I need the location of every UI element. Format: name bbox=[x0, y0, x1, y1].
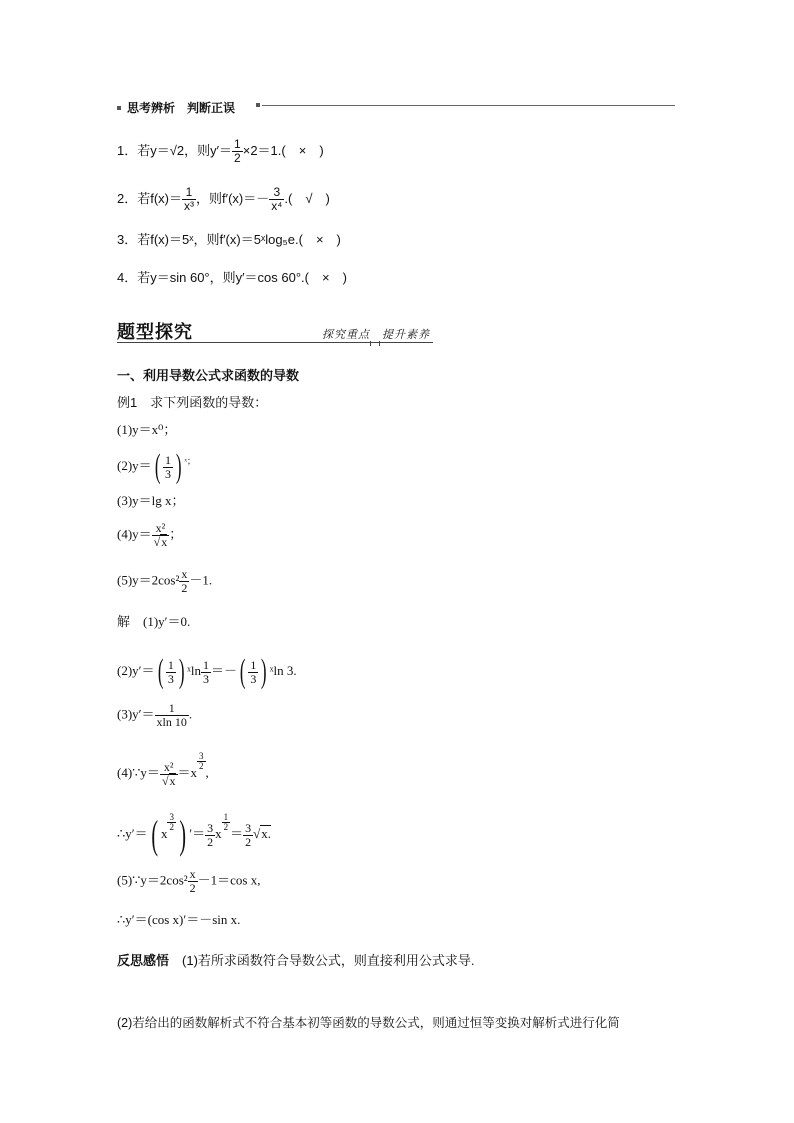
solution-4-num: x² bbox=[163, 759, 174, 774]
solution-2-fraction-3 bbox=[248, 659, 258, 686]
solution-2-post: ˣln 3. bbox=[269, 662, 297, 678]
left-paren: ( bbox=[150, 812, 158, 858]
section-tag: 探究重点 提升素养 bbox=[322, 329, 430, 341]
exp-num: 3 bbox=[199, 751, 204, 761]
solution-3-num: 1 bbox=[168, 701, 175, 715]
solution-3-den: xln 10 bbox=[156, 715, 187, 729]
right-paren: ) bbox=[175, 448, 182, 485]
solution-4-den: √x bbox=[161, 773, 176, 788]
problem-5-num: x bbox=[181, 567, 188, 581]
item-1-fraction bbox=[232, 138, 243, 165]
problem-4-num: x² bbox=[155, 521, 166, 535]
solution-3-pre: (3)y′＝ bbox=[117, 706, 155, 722]
square-bullet-icon bbox=[117, 106, 121, 110]
problem-4-fraction bbox=[152, 522, 170, 549]
right-paren: ) bbox=[178, 653, 185, 690]
right-paren: ) bbox=[261, 653, 267, 690]
solution-2-num-1: 1 bbox=[167, 657, 174, 672]
solution-5-post: －1＝cos x, bbox=[197, 872, 261, 888]
solution-2-fraction-2 bbox=[201, 659, 211, 686]
exp-num: 3 bbox=[169, 812, 174, 822]
reflection-r1: (1)若所求函数符合导数公式，则直接利用公式求导. bbox=[182, 953, 475, 968]
item-4-pre: 4．若 bbox=[117, 270, 151, 285]
item-1-pre: 1．若 bbox=[117, 142, 151, 158]
frac-den: 2 bbox=[207, 834, 214, 849]
reflection-label: 反思感悟 bbox=[117, 953, 170, 968]
frac-num: x bbox=[189, 867, 196, 881]
solution-2-pre: (2)y′＝ bbox=[117, 662, 155, 678]
reflection-1 bbox=[117, 953, 475, 969]
section-header-text: 思考辨析 判断正误 bbox=[127, 101, 236, 115]
solution-2 bbox=[117, 653, 297, 690]
section-divider bbox=[262, 105, 675, 106]
problem-3: (3)y＝lg x； bbox=[117, 493, 185, 508]
item-2-den-1: x³ bbox=[184, 199, 195, 213]
solution-3-post: . bbox=[188, 706, 193, 722]
exp-den: 2 bbox=[223, 822, 229, 832]
item-2-mid: ，则f′(x)＝－ bbox=[196, 190, 270, 206]
solution-4-post: , bbox=[205, 765, 209, 780]
solution-4 bbox=[117, 752, 209, 788]
problem-5-pre: (5)y＝2cos² bbox=[117, 572, 180, 588]
solution-5-pre: (5)∵y＝2cos² bbox=[117, 872, 188, 888]
problem-2-fraction bbox=[163, 454, 173, 481]
section-header bbox=[117, 99, 235, 116]
subheading: 一、利用导数公式求函数的导数 bbox=[117, 368, 300, 383]
problem-2-post: ˣ； bbox=[184, 455, 196, 466]
solution-5-fraction bbox=[188, 868, 198, 895]
item-2-fraction-2 bbox=[269, 186, 284, 213]
item-2-eq: f(x)＝ bbox=[150, 190, 183, 206]
reflection-2: (2)若给出的函数解析式不符合基本初等函数的导数公式，则通过恒等变换对解析式进行化简 bbox=[117, 1016, 620, 1030]
problem-2-pre: (2)y＝ bbox=[117, 457, 152, 473]
problem-4-pre: (4)y＝ bbox=[117, 526, 152, 542]
solution-2-den-3: 3 bbox=[250, 671, 257, 686]
solution-4-mid: ＝x bbox=[177, 765, 198, 780]
judge-item-4 bbox=[117, 270, 347, 286]
judge-item-3 bbox=[117, 232, 341, 248]
section-title-rule bbox=[117, 342, 433, 343]
item-1-den: 2 bbox=[234, 151, 241, 165]
solution-1: 解 (1)y′＝0. bbox=[117, 614, 191, 629]
item-4-text: y＝sin 60°，则y′＝cos 60°.( × ) bbox=[150, 270, 347, 285]
problem-5-fraction bbox=[179, 568, 189, 595]
item-1-eq: y＝√2，则y′＝ bbox=[150, 142, 233, 158]
solution-4b: ∴y′＝( x $\frac{3}{2}$ ) ′＝ $\frac{3}{2}$ x $\frac{1}{2}$ ＝ $\frac{3}{2}$ √x. bbox=[117, 812, 272, 858]
solution-5b: ∴y′＝(cos x)′＝－sin x. bbox=[117, 912, 241, 927]
problem-2 bbox=[117, 448, 196, 485]
solution-5 bbox=[117, 868, 261, 895]
title-rule-notch bbox=[370, 341, 380, 346]
right-paren: ) bbox=[179, 812, 186, 858]
frac-den: 2 bbox=[245, 834, 252, 849]
solution-4b-fraction-1 bbox=[205, 822, 215, 849]
frac-num: 3 bbox=[207, 820, 214, 835]
problem-2-num: 1 bbox=[165, 452, 171, 467]
solution-3 bbox=[117, 702, 192, 729]
problem-5-den: 2 bbox=[181, 581, 188, 595]
solution-4b-exponent-1 bbox=[167, 813, 176, 832]
exp-num: 1 bbox=[223, 812, 229, 822]
solution-4b-post: x. bbox=[261, 826, 272, 841]
solution-2-mid2: ＝－ bbox=[211, 662, 238, 678]
item-2-post: .( √ ) bbox=[284, 190, 330, 206]
problem-4-post: ； bbox=[169, 526, 183, 542]
item-2-num-2: 3 bbox=[273, 185, 281, 199]
item-3-text: f(x)＝5ˣ，则f′(x)＝5ˣlog₅e.( × ) bbox=[150, 232, 341, 247]
problem-4 bbox=[117, 522, 182, 549]
solution-4b-x: x bbox=[160, 826, 168, 841]
problem-5 bbox=[117, 568, 212, 595]
problem-5-post: －1. bbox=[189, 572, 213, 588]
exp-den: 2 bbox=[169, 822, 174, 832]
solution-4b-exponent-2 bbox=[222, 813, 231, 832]
problem-2-den: 3 bbox=[165, 466, 171, 481]
frac-den: 2 bbox=[189, 881, 196, 895]
example-heading: 例1 求下列函数的导数： bbox=[117, 395, 268, 410]
left-paren: ( bbox=[157, 653, 164, 690]
judge-item-1 bbox=[117, 138, 324, 165]
left-paren: ( bbox=[154, 448, 161, 485]
solution-2-den-1: 3 bbox=[167, 671, 174, 686]
solution-4-pre: (4)∵y＝ bbox=[117, 765, 160, 780]
section-title: 题型探究 bbox=[117, 322, 193, 342]
solution-2-den-2: 3 bbox=[203, 671, 210, 686]
item-2-pre: 2．若 bbox=[117, 190, 151, 206]
solution-2-num-3: 1 bbox=[250, 657, 257, 672]
item-1-post: ×2＝1.( × ) bbox=[242, 142, 324, 158]
frac-num: 3 bbox=[245, 820, 252, 835]
solution-4b-fraction-2 bbox=[243, 822, 253, 849]
problem-1: (1)y＝x⁰； bbox=[117, 422, 177, 437]
item-3-pre: 3．若 bbox=[117, 232, 151, 247]
solution-2-mid: ˣln bbox=[187, 662, 202, 678]
solution-3-fraction bbox=[155, 702, 189, 729]
solution-4b-mid2: x bbox=[215, 826, 222, 841]
solution-4-fraction bbox=[160, 761, 178, 788]
solution-2-fraction-1 bbox=[166, 659, 176, 686]
left-paren: ( bbox=[239, 653, 246, 690]
solution-4-exponent bbox=[197, 752, 206, 771]
item-2-den-2: x⁴ bbox=[271, 199, 283, 213]
item-1-num: 1 bbox=[234, 137, 241, 151]
solution-4b-mid3: ＝ bbox=[230, 826, 244, 841]
solution-4b-mid: ′＝ bbox=[189, 826, 206, 841]
exp-den: 2 bbox=[199, 761, 204, 771]
item-2-num-1: 1 bbox=[185, 185, 193, 199]
solution-4b-pre: ∴y′＝ bbox=[117, 826, 148, 841]
judge-item-2 bbox=[117, 186, 330, 213]
item-2-fraction-1 bbox=[182, 186, 196, 213]
problem-4-den: √x bbox=[153, 535, 168, 549]
solution-2-num-2: 1 bbox=[203, 657, 210, 672]
